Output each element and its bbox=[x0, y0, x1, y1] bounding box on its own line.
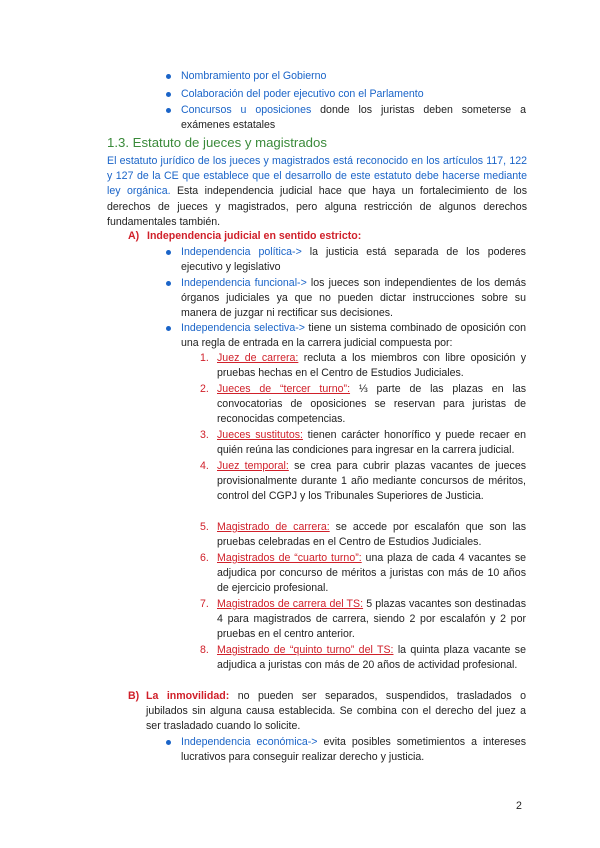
item-number: 7. bbox=[200, 598, 209, 610]
numbered-term: Magistrados de carrera del TS: bbox=[217, 598, 364, 610]
item-number: 5. bbox=[200, 521, 209, 533]
bullet-term: Independencia política-> bbox=[181, 246, 302, 258]
bullet-term: Independencia funcional-> bbox=[181, 277, 307, 289]
bullet-dot-icon bbox=[166, 326, 171, 331]
part-a-title: Independencia judicial en sentido estricto: bbox=[147, 230, 362, 242]
numbered-item: Magistrado de carrera: se accede por escalafón que son las pruebas celebradas en el Centro de Estudios Judiciales. bbox=[217, 521, 526, 549]
intro-highlight: El estatuto jurídico de los jueces y magistrados está reconocido en los artículos 117, 122 y 127 de la CE que establece que el desarrollo de este estatuto debe hacerse mediante ley orgánica. bbox=[107, 155, 527, 198]
bullet-dot-icon bbox=[166, 281, 171, 286]
bullet-dot-icon bbox=[166, 108, 171, 113]
part-b-title: La inmovilidad: bbox=[146, 690, 230, 702]
list-item bbox=[181, 87, 526, 102]
item-number: 4. bbox=[200, 460, 209, 472]
page-number: 2 bbox=[516, 800, 522, 812]
intro-paragraph: El estatuto jurídico de los jueces y magistrados está reconocido en los artículos 117, 122 y 127 de la CE que establece que el desarrollo de este estatuto debe hacerse mediante ley orgánica. Esta independencia judicial hace que haya un fortalecimiento de los derechos de jueces y magistrados, pero alguna restricción de algunos derechos fundamentales también. bbox=[107, 155, 527, 228]
numbered-item: Juez de carrera: recluta a los miembros con libre oposición y pruebas hechas en el Centro de Estudios Judiciales. bbox=[217, 352, 527, 380]
list-item: Independencia económica-> evita posibles sometimientos a intereses lucrativos para conseguir realizar derecho y justicia. bbox=[181, 736, 526, 764]
numbered-term: Jueces sustitutos: bbox=[217, 429, 303, 441]
item-number: 2. bbox=[200, 383, 209, 395]
numbered-term: Magistrados de “cuarto turno”: bbox=[217, 552, 362, 564]
bullet-term: Concursos u oposiciones bbox=[181, 104, 312, 116]
bullet-dot-icon bbox=[166, 250, 171, 255]
part-b-letter: B) bbox=[128, 690, 140, 702]
numbered-term: Magistrado de “quinto turno” del TS: bbox=[217, 644, 394, 656]
item-number: 3. bbox=[200, 429, 209, 441]
part-b-paragraph: La inmovilidad: no pueden ser separados, suspendidos, trasladados o jubilados sin alguna causa establecida. Se combina con el derecho del juez a ser trasladado cuando lo solicite. bbox=[146, 690, 526, 733]
numbered-item: Jueces de “tercer turno”: ⅓ parte de las plazas en las convocatorias de oposiciones se reservan para juristas de reconocidas competencias. bbox=[217, 383, 527, 426]
numbered-item: Magistrados de carrera del TS: 5 plazas vacantes son destinadas 4 para magistrados de carrera, siendo 2 por escalafón y 2 por pruebas en el centro anterior. bbox=[217, 598, 526, 641]
item-number: 1. bbox=[200, 352, 209, 364]
bullet-dot-icon bbox=[166, 740, 171, 745]
numbered-term: Jueces de “tercer turno”: bbox=[217, 383, 351, 395]
section-heading: 1.3. Estatuto de jueces y magistrados bbox=[107, 135, 327, 150]
part-a-letter: A) bbox=[128, 230, 140, 242]
numbered-term: Magistrado de carrera: bbox=[217, 521, 330, 533]
list-item: Concursos u oposiciones donde los juristas deben someterse a exámenes estatales bbox=[181, 104, 526, 132]
numbered-term: Juez temporal: bbox=[217, 460, 289, 472]
bullet-term: Colaboración del poder ejecutivo con el Parlamento bbox=[181, 88, 424, 100]
item-number: 6. bbox=[200, 552, 209, 564]
bullet-dot-icon bbox=[166, 74, 171, 79]
list-item: Independencia política-> la justicia está separada de los poderes ejecutivo y legislativo bbox=[181, 246, 526, 274]
list-item: Independencia funcional-> los jueces son independientes de los demás órganos judiciales ya que no pueden dictar instrucciones sobre su manera de juzgar ni rectificar sus decisiones. bbox=[181, 277, 526, 320]
bullet-term: Nombramiento por el Gobierno bbox=[181, 70, 327, 82]
bullet-dot-icon bbox=[166, 92, 171, 97]
numbered-item: Juez temporal: se crea para cubrir plazas vacantes de jueces provisionalmente durante 1 año mediante concursos de méritos, control del CGPJ y los Tribunales Superiores de Justicia. bbox=[217, 460, 527, 503]
numbered-term: Juez de carrera: bbox=[217, 352, 299, 364]
bullet-term: Independencia selectiva-> bbox=[181, 322, 305, 334]
list-item: Independencia selectiva-> tiene un sistema combinado de oposición con una regla de entrada en la carrera judicial compuesta por: bbox=[181, 322, 527, 350]
bullet-term: Independencia económica-> bbox=[181, 736, 318, 748]
numbered-item: Magistrados de “cuarto turno”: una plaza de cada 4 vacantes se adjudica por concurso de méritos a juristas con más de 10 años de ejercicio profesional. bbox=[217, 552, 527, 595]
list-item bbox=[181, 69, 526, 84]
numbered-item: Magistrado de “quinto turno” del TS: la quinta plaza vacante se adjudica a juristas con más de 20 años de actividad profesional. bbox=[217, 644, 526, 672]
numbered-item: Jueces sustitutos: tienen carácter honorífico y puede recaer en quién reúna las condiciones para ingresar en la carrera judicial. bbox=[217, 429, 527, 457]
item-number: 8. bbox=[200, 644, 209, 656]
